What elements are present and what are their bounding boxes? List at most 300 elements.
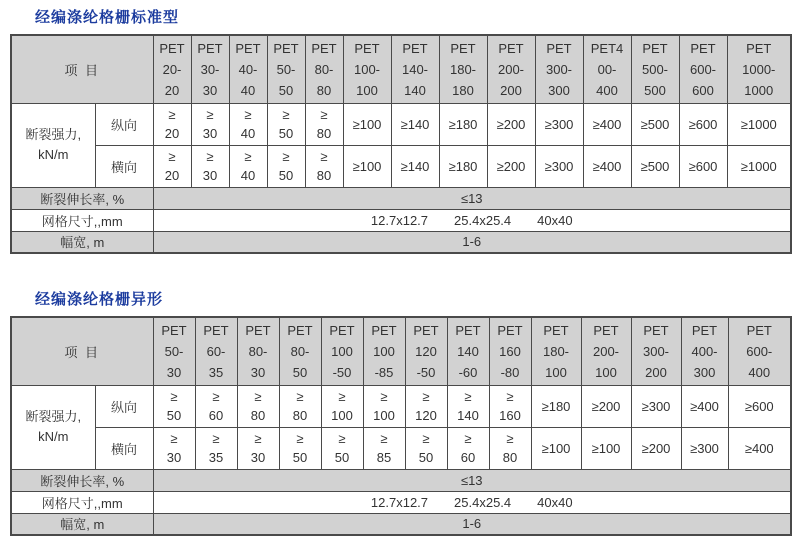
cell-line: 80-	[290, 343, 310, 359]
strength-value-cell	[321, 385, 363, 427]
cell-line: 100	[373, 408, 395, 423]
strength-value-cell	[391, 103, 439, 145]
width-value-cell: 1-6	[153, 231, 791, 253]
cell-line: ≥100	[352, 116, 382, 132]
cell-line: 60	[460, 450, 476, 465]
mesh-row	[11, 209, 791, 231]
strength-value-cell	[191, 145, 229, 187]
cell-line: PET	[593, 322, 619, 338]
cell-line: PET	[311, 40, 337, 56]
strength-value-cell	[195, 427, 237, 469]
strength-value-cell	[728, 385, 791, 427]
cell-line: 50	[418, 450, 434, 465]
cell-line: ≥	[338, 431, 346, 446]
cell-line: 50	[278, 168, 294, 183]
strength-value-cell	[631, 103, 679, 145]
cell-line: ≥140	[400, 116, 430, 132]
cell-line: 200	[500, 82, 522, 98]
cell-line: -50	[332, 364, 352, 380]
cell-line: ≥	[338, 389, 346, 404]
width-row	[11, 513, 791, 535]
mesh-value-part: 12.7x12.7	[370, 212, 429, 228]
table-header-row	[11, 35, 791, 103]
pet-column-header	[439, 35, 487, 103]
cell-line: PET	[455, 322, 481, 338]
cell-line: ≥500	[640, 116, 670, 132]
cell-line: 100	[373, 343, 395, 359]
strength-value-cell	[405, 427, 447, 469]
cell-line: 80-	[248, 343, 268, 359]
cell-line: 300	[548, 82, 570, 98]
cell-line: ≥	[170, 389, 178, 404]
cell-line: ≥500	[640, 158, 670, 174]
cell-line: ≥	[422, 431, 430, 446]
cell-line: PET	[746, 40, 772, 56]
cell-line: ≥400	[690, 398, 719, 414]
cell-line: 20	[164, 126, 180, 141]
strength-value-cell	[229, 145, 267, 187]
cell-line: PET	[203, 322, 229, 338]
cell-line: ≥100	[591, 440, 621, 456]
cell-line: 600	[692, 82, 714, 98]
cell-line: 180	[452, 82, 474, 98]
direction-cell: 横向	[95, 427, 153, 469]
strength-value-cell	[153, 145, 191, 187]
strength-value-cell	[305, 103, 343, 145]
cell-line: -50	[416, 364, 436, 380]
pet-column-header	[631, 317, 681, 385]
cell-line: ≥300	[544, 116, 574, 132]
mesh-value-part: 40x40	[537, 494, 573, 510]
pet-column-header	[153, 317, 195, 385]
mesh-value-part: 40x40	[537, 212, 573, 228]
cell-line: 60-	[206, 343, 226, 359]
cell-line: ≥	[506, 431, 514, 446]
strength-value-cell	[631, 427, 681, 469]
cell-line: 140	[457, 343, 479, 359]
cell-line: ≥200	[591, 398, 621, 414]
cell-line: PET	[450, 40, 476, 56]
pet-column-header	[489, 317, 531, 385]
cell-line: ≥	[380, 389, 388, 404]
strength-value-cell	[267, 145, 305, 187]
strength-value-cell	[681, 385, 728, 427]
cell-line: 160	[499, 343, 521, 359]
cell-line: PET	[497, 322, 523, 338]
cell-line: ≥200	[641, 440, 671, 456]
elongation-value-cell: ≤13	[153, 187, 791, 209]
cell-line: PET	[402, 40, 428, 56]
elongation-row	[11, 469, 791, 491]
pet-column-header	[631, 35, 679, 103]
cell-line: ≥	[254, 389, 262, 404]
elongation-label-cell: 断裂伸长率, %	[11, 187, 153, 209]
strength-value-cell	[581, 385, 631, 427]
cell-line: 80	[316, 168, 332, 183]
pet-column-header	[679, 35, 727, 103]
strength-data-row	[11, 427, 791, 469]
cell-line: 200	[645, 364, 667, 380]
cell-line: 80	[316, 82, 332, 98]
cell-line: ≥	[320, 149, 328, 164]
pet-column-header	[531, 317, 581, 385]
strength-value-cell	[153, 385, 195, 427]
spec-table-special	[10, 316, 792, 536]
cell-line: ≥300	[690, 440, 719, 456]
cell-line: PET	[690, 40, 716, 56]
cell-line: PET	[642, 40, 668, 56]
cell-line: PET	[287, 322, 313, 338]
cell-line: 00-	[597, 61, 617, 77]
pet-column-header	[728, 317, 791, 385]
strength-value-cell	[391, 145, 439, 187]
cell-line: PET	[197, 40, 223, 56]
mesh-label-cell: 网格尺寸,,mm	[11, 491, 153, 513]
cell-line: ≥	[170, 431, 178, 446]
strength-value-cell	[439, 103, 487, 145]
pet-column-header	[487, 35, 535, 103]
strength-value-cell	[535, 103, 583, 145]
cell-line: ≥180	[448, 158, 478, 174]
cell-line: PET	[354, 40, 380, 56]
cell-line: 140-	[401, 61, 429, 77]
pet-column-header	[267, 35, 305, 103]
mesh-label-cell: 网格尺寸,,mm	[11, 209, 153, 231]
cell-line: ≥	[244, 107, 252, 122]
cell-line: 120	[415, 343, 437, 359]
cell-line: ≥	[168, 107, 176, 122]
width-value-cell: 1-6	[153, 513, 791, 535]
cell-line: 40	[240, 168, 256, 183]
cell-line: PET	[161, 322, 187, 338]
cell-line: 80	[292, 408, 308, 423]
elongation-label-cell: 断裂伸长率, %	[11, 469, 153, 491]
cell-line: ≥	[380, 431, 388, 446]
cell-line: -85	[374, 364, 394, 380]
pet-column-header	[363, 317, 405, 385]
cell-line: 50	[278, 82, 294, 98]
cell-line: PET	[235, 40, 261, 56]
width-row	[11, 231, 791, 253]
mesh-value-part: 12.7x12.7	[370, 494, 429, 510]
cell-line: ≥	[206, 149, 214, 164]
strength-value-cell	[679, 145, 727, 187]
pet-column-header	[583, 35, 631, 103]
pet-column-header	[447, 317, 489, 385]
width-label-cell: 幅宽, m	[11, 231, 153, 253]
cell-line: ≥140	[400, 158, 430, 174]
cell-line: 50	[334, 450, 350, 465]
strength-value-cell	[405, 385, 447, 427]
cell-line: PET	[643, 322, 669, 338]
pet-column-header	[343, 35, 391, 103]
mesh-value-cell	[153, 491, 791, 513]
cell-line: 100	[331, 343, 353, 359]
strength-value-cell	[531, 427, 581, 469]
direction-cell: 纵向	[95, 103, 153, 145]
direction-cell: 纵向	[95, 385, 153, 427]
cell-line: ≥	[254, 431, 262, 446]
cell-line: ≥600	[744, 398, 774, 414]
strength-value-cell	[363, 385, 405, 427]
width-label-cell: 幅宽, m	[11, 513, 153, 535]
cell-line: ≥200	[496, 158, 526, 174]
strength-value-cell	[363, 427, 405, 469]
cell-line: 100	[545, 364, 567, 380]
cell-line: 600-	[746, 343, 773, 359]
cell-line: ≥	[464, 389, 472, 404]
strength-value-cell	[681, 427, 728, 469]
cell-line: 80-	[314, 61, 334, 77]
cell-line: ≥1000	[740, 158, 777, 174]
elongation-value-cell: ≤13	[153, 469, 791, 491]
pet-column-header	[195, 317, 237, 385]
pet-column-header	[581, 317, 631, 385]
cell-line: ≥	[422, 389, 430, 404]
cell-line: ≥100	[352, 158, 382, 174]
cell-line: 断裂强力,	[25, 127, 82, 142]
section-standard-type	[10, 0, 790, 254]
cell-line: ≥	[206, 107, 214, 122]
cell-line: 20	[164, 168, 180, 183]
cell-line: 600-	[689, 61, 717, 77]
cell-line: ≥180	[541, 398, 571, 414]
strength-value-cell	[153, 103, 191, 145]
cell-line: 80	[316, 126, 332, 141]
pet-column-header	[279, 317, 321, 385]
cell-line: ≥300	[544, 158, 574, 174]
cell-line: 30-	[200, 61, 220, 77]
pet-column-header	[535, 35, 583, 103]
pet-column-header	[321, 317, 363, 385]
cell-line: 80	[250, 408, 266, 423]
mesh-value-part: 25.4x25.4	[454, 212, 512, 228]
strength-value-cell	[727, 103, 791, 145]
cell-line: 140	[457, 408, 479, 423]
cell-line: 35	[208, 364, 224, 380]
cell-line: 200-	[592, 343, 620, 359]
strength-value-cell	[195, 385, 237, 427]
cell-line: 80	[502, 450, 518, 465]
cell-line: 140	[404, 82, 426, 98]
section-special-shape	[10, 254, 790, 536]
pet-column-header	[191, 35, 229, 103]
strength-value-cell	[343, 145, 391, 187]
cell-line: PET	[546, 40, 572, 56]
elongation-row	[11, 187, 791, 209]
cell-line: 断裂强力,	[25, 409, 82, 424]
strength-value-cell	[487, 145, 535, 187]
cell-line: PET	[371, 322, 397, 338]
cell-line: 85	[376, 450, 392, 465]
cell-line: ≥	[212, 431, 220, 446]
strength-value-cell	[321, 427, 363, 469]
cell-line: 180-	[542, 343, 570, 359]
cell-line: ≥200	[496, 116, 526, 132]
cell-line: 50	[292, 450, 308, 465]
strength-value-cell	[229, 103, 267, 145]
strength-value-cell	[279, 427, 321, 469]
strength-value-cell	[531, 385, 581, 427]
strength-value-cell	[581, 427, 631, 469]
strength-value-cell	[489, 427, 531, 469]
cell-line: ≥400	[592, 116, 622, 132]
cell-line: -80	[500, 364, 520, 380]
strength-data-row	[11, 103, 791, 145]
strength-value-cell	[305, 145, 343, 187]
strength-value-cell	[631, 145, 679, 187]
cell-line: ≥	[282, 107, 290, 122]
cell-line: 30	[166, 450, 182, 465]
cell-line: 30	[166, 364, 182, 380]
cell-line: 50	[292, 364, 308, 380]
strength-value-cell	[583, 145, 631, 187]
cell-line: ≥600	[688, 158, 718, 174]
cell-line: 100	[595, 364, 617, 380]
cell-line: PET	[329, 322, 355, 338]
cell-line: PET	[498, 40, 524, 56]
strength-label-cell	[11, 103, 95, 187]
cell-line: 400	[596, 82, 618, 98]
strength-value-cell	[679, 103, 727, 145]
pet-column-header	[153, 35, 191, 103]
cell-line: 50	[166, 408, 182, 423]
cell-line: 60	[208, 408, 224, 423]
cell-line: ≥180	[448, 116, 478, 132]
section-title-standard: 经编涤纶格栅标准型	[35, 9, 180, 26]
item-header-cell: 项 目	[11, 35, 153, 103]
cell-line: PET	[691, 322, 718, 338]
cell-line: ≥300	[641, 398, 671, 414]
cell-line: 20	[164, 82, 180, 98]
cell-line: 100	[331, 408, 353, 423]
cell-line: 300-	[545, 61, 573, 77]
cell-line: 50-	[164, 343, 184, 359]
cell-line: 20-	[162, 61, 182, 77]
strength-value-cell	[191, 103, 229, 145]
cell-line: 30	[202, 126, 218, 141]
strength-value-cell	[583, 103, 631, 145]
cell-line: kN/m	[38, 429, 69, 444]
table-header-row	[11, 317, 791, 385]
spec-table-standard	[10, 34, 792, 254]
cell-line: 400	[748, 364, 771, 380]
cell-line: 50-	[276, 61, 296, 77]
cell-line: 500-	[641, 61, 669, 77]
cell-line: ≥100	[541, 440, 571, 456]
strength-data-row	[11, 145, 791, 187]
strength-value-cell	[631, 385, 681, 427]
cell-line: PET	[273, 40, 299, 56]
cell-line: ≥600	[688, 116, 718, 132]
cell-line: 1000	[744, 82, 774, 98]
strength-value-cell	[447, 385, 489, 427]
cell-line: ≥1000	[740, 116, 777, 132]
mesh-value-cell	[153, 209, 791, 231]
cell-line: 40	[240, 126, 256, 141]
cell-line: ≥	[320, 107, 328, 122]
cell-line: ≥	[296, 389, 304, 404]
pet-column-header	[391, 35, 439, 103]
strength-value-cell	[153, 427, 195, 469]
cell-line: 400-	[691, 343, 718, 359]
cell-line: 200-	[497, 61, 525, 77]
cell-line: ≥	[506, 389, 514, 404]
strength-value-cell	[728, 427, 791, 469]
pet-column-header	[727, 35, 791, 103]
pet-column-header	[305, 35, 343, 103]
cell-line: ≥	[464, 431, 472, 446]
strength-value-cell	[237, 427, 279, 469]
strength-value-cell	[343, 103, 391, 145]
pet-column-header	[405, 317, 447, 385]
strength-value-cell	[535, 145, 583, 187]
cell-line: PET	[746, 322, 772, 338]
strength-value-cell	[279, 385, 321, 427]
cell-line: PET	[413, 322, 439, 338]
strength-value-cell	[267, 103, 305, 145]
cell-line: ≥	[212, 389, 220, 404]
strength-value-cell	[447, 427, 489, 469]
cell-line: 500	[644, 82, 666, 98]
pet-column-header	[681, 317, 728, 385]
cell-line: 30	[250, 364, 266, 380]
mesh-value-part: 25.4x25.4	[454, 494, 512, 510]
cell-line: 1000-	[742, 61, 776, 77]
strength-value-cell	[439, 145, 487, 187]
section-title-special: 经编涤纶格栅异形	[35, 291, 164, 308]
cell-line: PET4	[590, 40, 624, 56]
cell-line: 50	[278, 126, 294, 141]
strength-data-row	[11, 385, 791, 427]
cell-line: 30	[202, 82, 218, 98]
strength-label-cell	[11, 385, 95, 469]
pet-column-header	[229, 35, 267, 103]
mesh-row	[11, 491, 791, 513]
cell-line: kN/m	[38, 147, 69, 162]
cell-line: PET	[159, 40, 185, 56]
cell-line: PET	[543, 322, 569, 338]
cell-line: 30	[250, 450, 266, 465]
cell-line: ≥400	[744, 440, 774, 456]
item-header-cell: 项 目	[11, 317, 153, 385]
cell-line: 40-	[238, 61, 258, 77]
cell-line: ≥	[168, 149, 176, 164]
cell-line: 160	[499, 408, 521, 423]
strength-value-cell	[489, 385, 531, 427]
cell-line: -60	[458, 364, 478, 380]
direction-cell: 横向	[95, 145, 153, 187]
cell-line: 100-	[353, 61, 381, 77]
cell-line: ≥	[244, 149, 252, 164]
cell-line: 30	[202, 168, 218, 183]
cell-line: 300-	[642, 343, 670, 359]
cell-line: 35	[208, 450, 224, 465]
strength-value-cell	[487, 103, 535, 145]
strength-value-cell	[237, 385, 279, 427]
cell-line: ≥400	[592, 158, 622, 174]
cell-line: 300	[693, 364, 716, 380]
cell-line: 120	[415, 408, 437, 423]
cell-line: ≥	[296, 431, 304, 446]
cell-line: 100	[356, 82, 378, 98]
cell-line: 40	[240, 82, 256, 98]
pet-column-header	[237, 317, 279, 385]
cell-line: 180-	[449, 61, 477, 77]
cell-line: PET	[245, 322, 271, 338]
cell-line: ≥	[282, 149, 290, 164]
strength-value-cell	[727, 145, 791, 187]
